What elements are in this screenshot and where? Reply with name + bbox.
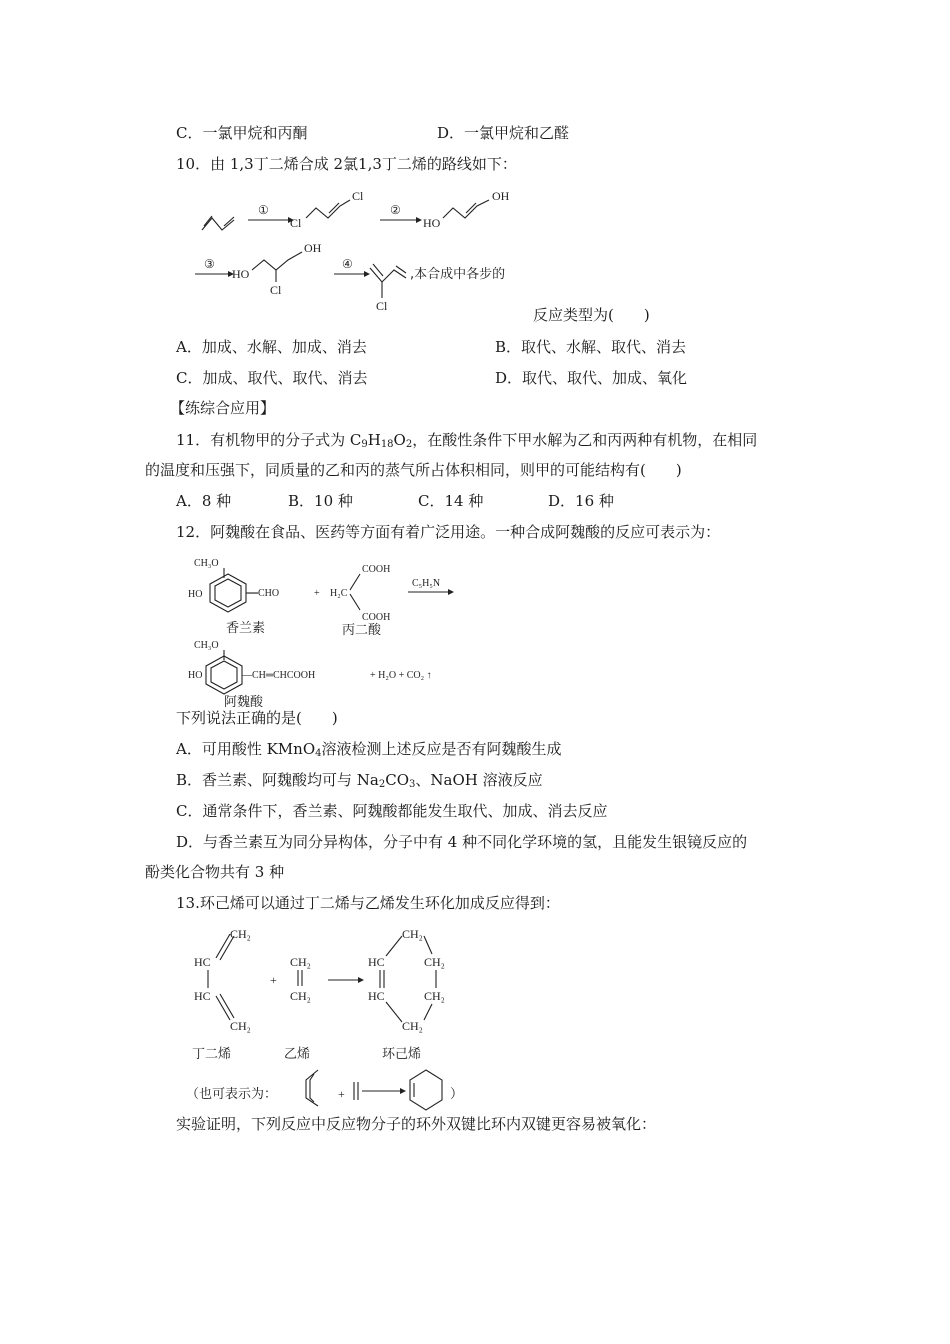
methoxy-group: CH₃O (194, 640, 219, 651)
q10-question: 反应类型为( ) (533, 306, 650, 324)
ethylene-name: 乙烯 (284, 1047, 311, 1062)
q10-synthesis-scheme (190, 182, 610, 322)
ch2-group: CH₂ (230, 1019, 251, 1033)
option-a: A．加成、水解、加成、消去 (176, 338, 367, 356)
option-b: B．取代、水解、取代、消去 (495, 338, 687, 356)
cl-atom: Cl (270, 283, 282, 297)
ho-group: HO (232, 267, 250, 281)
q11-stem-line1: 11．有机物甲的分子式为 $C_9H_{18}O_2$，在酸性条件下甲水解为乙和丙两种有机物，在相同 (176, 431, 758, 450)
ho-group: HO (188, 670, 203, 681)
malonic-acid-name: 丙二酸 (342, 623, 382, 638)
q12-question: 下列说法正确的是( ) (176, 709, 338, 727)
step-2-label: ② (390, 203, 401, 217)
ferulic-acid-name: 阿魏酸 (224, 695, 264, 710)
step-4-label: ④ (342, 257, 353, 271)
q12-reaction-scheme (186, 552, 476, 712)
ch2-group: CH₂ (402, 927, 423, 941)
scheme-tail-text: ,本合成中各步的 (410, 267, 506, 282)
option-a: A．8 种 (176, 492, 232, 510)
q13-last-line: 实验证明，下列反应中反应物分子的环外双键比环内双键更容易被氧化： (176, 1115, 657, 1133)
hc-group: HC (194, 955, 211, 969)
hc-group: HC (368, 955, 385, 969)
option-c: C．通常条件下，香兰素、阿魏酸都能发生取代、加成、消去反应 (176, 802, 608, 820)
plus-sign: + (270, 973, 277, 987)
option-b: B．香兰素、阿魏酸均可与 $Na_2CO_3$、NaOH 溶液反应 (176, 771, 543, 790)
byproducts: + H₂O + CO₂ ↑ (370, 670, 432, 681)
carboxyl-group: COOH (362, 612, 391, 623)
q11-stem-line2: 的温度和压强下，同质量的乙和丙的蒸气所占体积相同，则甲的可能结构有( ) (145, 461, 682, 479)
ho-group: HO (188, 589, 203, 600)
plus-sign: + (314, 588, 320, 599)
q13-stem: 13.环己烯可以通过丁二烯与乙烯发生环化加成反应得到： (176, 894, 560, 912)
option-c: C．一氯甲烷和丙酮 (176, 124, 308, 142)
step-1-label: ① (258, 203, 269, 217)
ch2-group: CH₂ (402, 1019, 423, 1033)
option-d-line1: D．与香兰素互为同分异构体，分子中有 4 种不同化学环境的氢，且能发生银镜反应的 (176, 833, 748, 851)
section-heading: 【练综合应用】 (170, 399, 276, 417)
q13-diels-alder-scheme (186, 922, 486, 1112)
catalyst-label: C₅H₅N (412, 578, 441, 589)
alt-notation-suffix: ） (450, 1087, 464, 1102)
cyclohexene-name: 环己烯 (382, 1047, 422, 1062)
q12-stem: 12．阿魏酸在食品、医药等方面有着广泛用途。一种合成阿魏酸的反应可表示为： (176, 523, 721, 541)
aldehyde-group: —CHO (248, 588, 280, 599)
option-c: C．加成、取代、取代、消去 (176, 369, 368, 387)
hc-group: HC (194, 989, 211, 1003)
alt-notation-prefix: （也可表示为： (186, 1087, 278, 1102)
option-c: C．14 种 (418, 492, 484, 510)
q10-stem: 10．由 1,3丁二烯合成 2氯1,3丁二烯的路线如下： (176, 155, 517, 173)
step-3-label: ③ (204, 257, 215, 271)
ho-group: HO (423, 216, 441, 230)
ch2-group: CH₂ (290, 989, 311, 1003)
methoxy-group: CH₃O (194, 558, 219, 569)
acrylic-chain: —CH═CHCOOH (242, 670, 316, 681)
option-d: D．取代、取代、加成、氧化 (495, 369, 688, 387)
ch2-group: CH₂ (424, 955, 445, 969)
ch2-group: CH₂ (230, 927, 251, 941)
ch2-group: CH₂ (290, 955, 311, 969)
carboxyl-group: COOH (362, 564, 391, 575)
option-d: D．16 种 (548, 492, 614, 510)
cl-atom: Cl (376, 299, 388, 313)
hc-group: HC (368, 989, 385, 1003)
cl-atom: Cl (290, 216, 302, 230)
oh-group: OH (492, 189, 510, 203)
plus-sign: + (338, 1087, 345, 1101)
butadiene-name: 丁二烯 (192, 1047, 232, 1062)
option-d-line2: 酚类化合物共有 3 种 (145, 863, 285, 881)
option-b: B．10 种 (288, 492, 353, 510)
methylene-group: H₂C (330, 588, 348, 599)
cl-atom: Cl (352, 189, 364, 203)
vanillin-name: 香兰素 (226, 621, 266, 636)
oh-group: OH (304, 241, 322, 255)
ch2-group: CH₂ (424, 989, 445, 1003)
option-a: A．可用酸性 KMnO$_4$溶液检测上述反应是否有阿魏酸生成 (176, 740, 562, 759)
option-d: D．一氯甲烷和乙醛 (437, 124, 570, 142)
